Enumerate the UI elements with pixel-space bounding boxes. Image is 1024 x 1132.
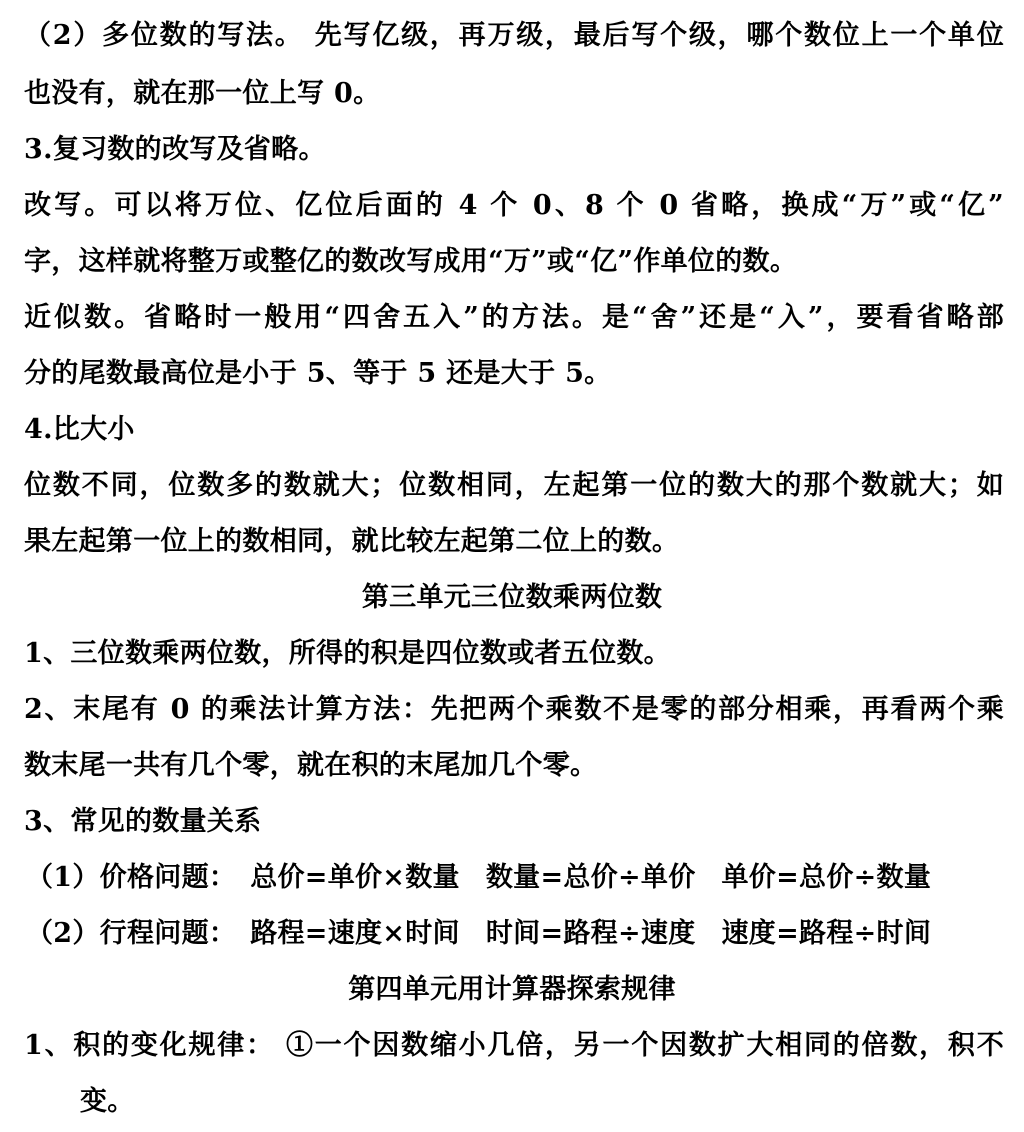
formula-label: （1）价格问题： xyxy=(26,862,237,893)
text-line: 数末尾一共有几个零，就在积的末尾加几个零。 xyxy=(24,750,598,781)
unit-heading: 第四单元用计算器探索规律 xyxy=(348,974,676,1005)
text-line: （2）多位数的写法。 先写亿级，再万级，最后写个级，哪个数位上一个单位 xyxy=(24,20,1004,51)
text-line: 果左起第一位上的数相同，就比较左起第二位上的数。 xyxy=(24,526,680,557)
text-line: 也没有，就在那一位上写 0。 xyxy=(24,78,381,109)
formula: 数量=总价÷单价 xyxy=(485,862,696,893)
list-item: 3、常见的数量关系 xyxy=(24,806,262,837)
text-line: 字，这样就将整万或整亿的数改写成用“万”或“亿”作单位的数。 xyxy=(24,246,798,277)
list-item: 2、末尾有 0 的乘法计算方法：先把两个乘数不是零的部分相乘，再看两个乘 xyxy=(24,694,1004,725)
text-line: 近似数。省略时一般用“四舍五入”的方法。是“舍”还是“入”，要看省略部 xyxy=(24,302,1004,333)
text-line: 改写。可以将万位、亿位后面的 4 个 0、8 个 0 省略，换成“万”或“亿” xyxy=(24,190,1004,221)
formula-row-travel xyxy=(26,914,1006,954)
formula: 时间=路程÷速度 xyxy=(485,918,696,949)
formula: 单价=总价÷数量 xyxy=(721,862,932,893)
text-line: 位数不同，位数多的数就大；位数相同，左起第一位的数大的那个数就大；如 xyxy=(24,470,1004,501)
section-heading: 3.复习数的改写及省略。 xyxy=(24,134,326,165)
list-item: 1、积的变化规律： ①一个因数缩小几倍，另一个因数扩大相同的倍数，积不 xyxy=(24,1030,1004,1061)
text-line: 分的尾数最高位是小于 5、等于 5 还是大于 5。 xyxy=(24,358,612,389)
unit-heading: 第三单元三位数乘两位数 xyxy=(361,582,663,613)
text-line: 变。 xyxy=(80,1086,135,1117)
formula: 速度=路程÷时间 xyxy=(721,918,932,949)
section-heading: 4.比大小 xyxy=(24,414,135,445)
list-item: 1、三位数乘两位数，所得的积是四位数或者五位数。 xyxy=(24,638,671,669)
formula-row-price xyxy=(26,858,1006,898)
formula-label: （2）行程问题： xyxy=(26,918,237,949)
formula: 总价=单价×数量 xyxy=(250,862,460,893)
formula: 路程=速度×时间 xyxy=(250,918,460,949)
